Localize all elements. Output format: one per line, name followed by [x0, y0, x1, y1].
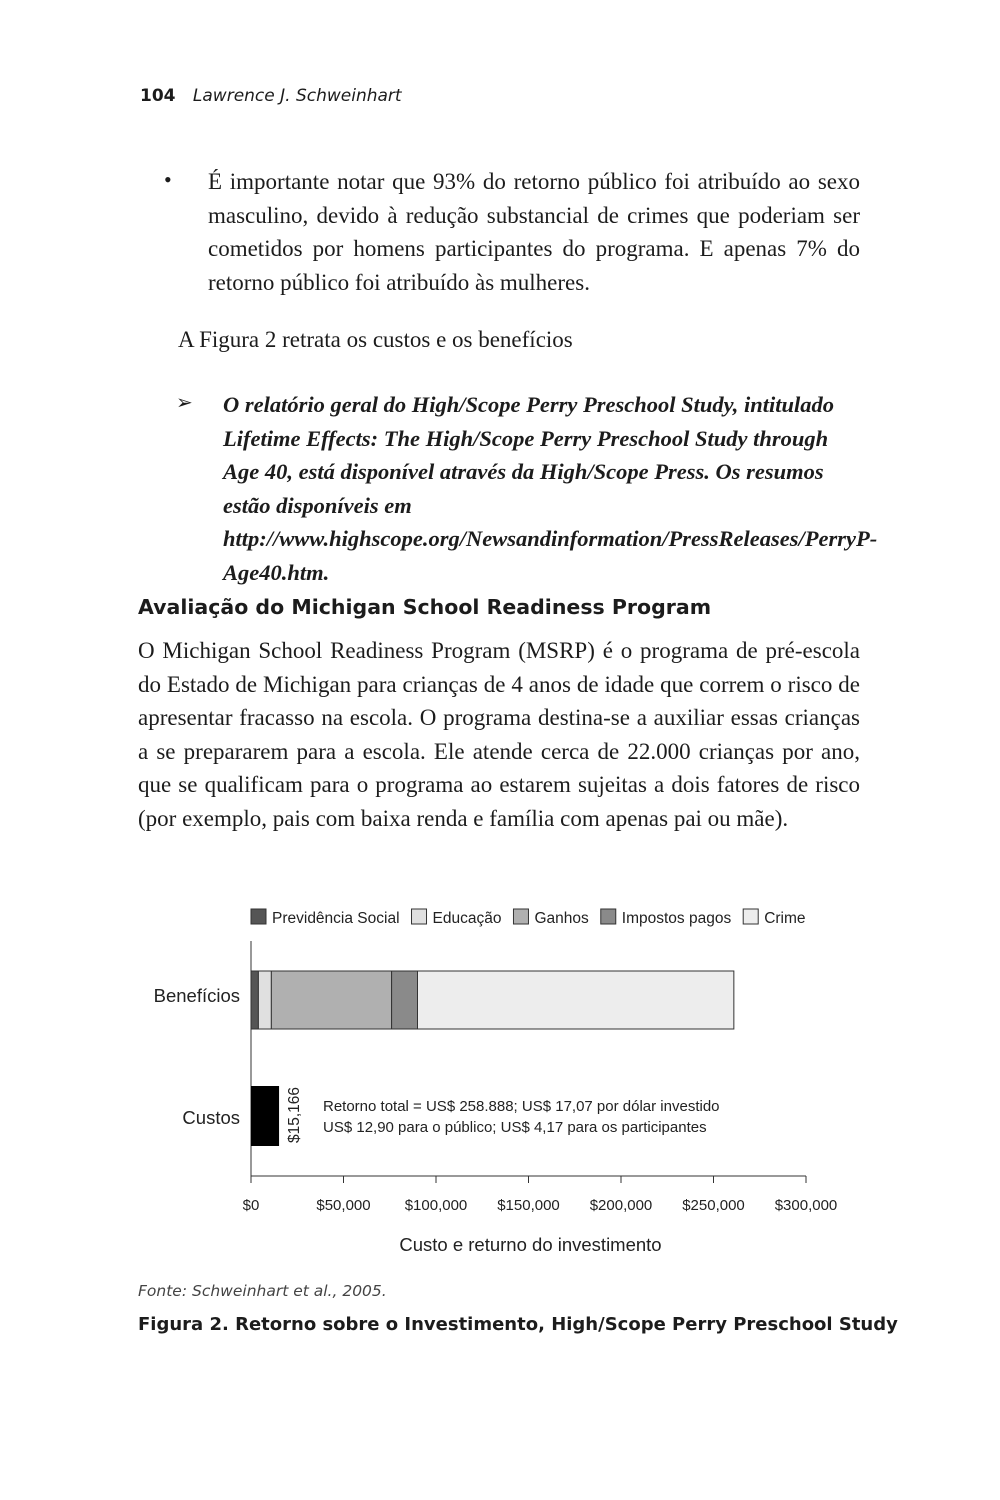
legend-label-1: Educação	[432, 910, 502, 927]
legend-label-2: Ganhos	[534, 910, 589, 927]
x-tick-label-6: $300,000	[774, 1197, 838, 1214]
bar-benefit-ganhos	[271, 971, 391, 1029]
section-body: O Michigan School Readiness Program (MSRP) é o programa de pré-escola do Estado de Michigan para crianças de 4 anos de idade que correm o risco de apresentar fracasso na escola. O programa destina-se a auxiliar essas crianças a se prepararem para a escola. Ele atende cerca de 22.000 crianças por ano, que se qualificam para o programa ao estarem sujeitas a dois fatores de risco (por exemplo, pais com baixa renda e família com apenas pai ou mãe).	[138, 638, 860, 831]
page-number: 104	[140, 86, 176, 106]
note-text: O relatório geral do High/Scope Perry Preschool Study, intitulado Lifetime Effects: The High/Scope Perry Preschool Study through Age 40, está disponível através da High/Scope Press. Os resumos estão disponíveis em http://www.highscope.org/Newsandinformation/PressReleases/PerryP-Age40.htm.	[223, 392, 878, 585]
bullet-item	[160, 165, 860, 299]
x-tick-label-0: $0	[242, 1197, 260, 1214]
note-item	[176, 388, 878, 589]
bar-cost	[251, 1086, 279, 1146]
bullet-text: É importante notar que 93% do retorno público foi atribuído ao sexo masculino, devido à redução substancial de crimes que poderiam ser cometidos por homens participantes do programa. E apenas 7% do retorno público foi atribuído às mulheres.	[208, 169, 860, 295]
bar-benefit-educação	[258, 971, 271, 1029]
legend-swatch-4	[743, 909, 758, 924]
bar-benefit-impostos-pagos	[392, 971, 418, 1029]
running-head-author: Lawrence J. Schweinhart	[192, 86, 402, 106]
figure-reference-paragraph: A Figura 2 retrata os custos e os benefícios	[178, 327, 573, 352]
bar-benefit-previdência-social	[251, 971, 258, 1029]
x-tick-label-2: $100,000	[404, 1197, 468, 1214]
annotation-line-0: Retorno total = US$ 258.888; US$ 17,07 por dólar investido	[323, 1098, 720, 1115]
legend-swatch-2	[513, 909, 528, 924]
annotation-line-1: US$ 12,90 para o público; US$ 4,17 para os participantes	[323, 1119, 707, 1136]
legend-label-4: Crime	[764, 910, 806, 927]
category-label-1: Custos	[182, 1107, 240, 1128]
x-tick-label-5: $250,000	[682, 1197, 745, 1214]
legend-swatch-0	[251, 909, 266, 924]
bar-benefit-crime	[418, 971, 734, 1029]
legend-swatch-1	[412, 909, 427, 924]
bullet-marker: •	[164, 167, 172, 192]
arrow-marker-icon: ➢	[176, 390, 193, 414]
x-axis-title: Custo e returno do investimento	[399, 1234, 662, 1255]
figure-source: Fonte: Schweinhart et al., 2005.	[138, 1282, 387, 1300]
legend-swatch-3	[601, 909, 616, 924]
figure-caption: Figura 2. Retorno sobre o Investimento, High/Scope Perry Preschool Study	[138, 1314, 898, 1335]
legend-label-0: Previdência Social	[272, 910, 400, 927]
cost-value-label: $15,166	[286, 1086, 304, 1144]
x-tick-label-1: $50,000	[316, 1197, 371, 1214]
x-tick-label-3: $150,000	[497, 1197, 560, 1214]
legend-label-3: Impostos pagos	[621, 910, 732, 927]
section-heading: Avaliação do Michigan School Readiness Program	[138, 595, 712, 619]
category-label-0: Benefícios	[153, 985, 240, 1006]
stacked-bar-chart	[140, 895, 860, 1275]
x-tick-label-4: $200,000	[589, 1197, 653, 1214]
running-head	[140, 86, 402, 106]
figure-chart	[140, 895, 860, 1275]
